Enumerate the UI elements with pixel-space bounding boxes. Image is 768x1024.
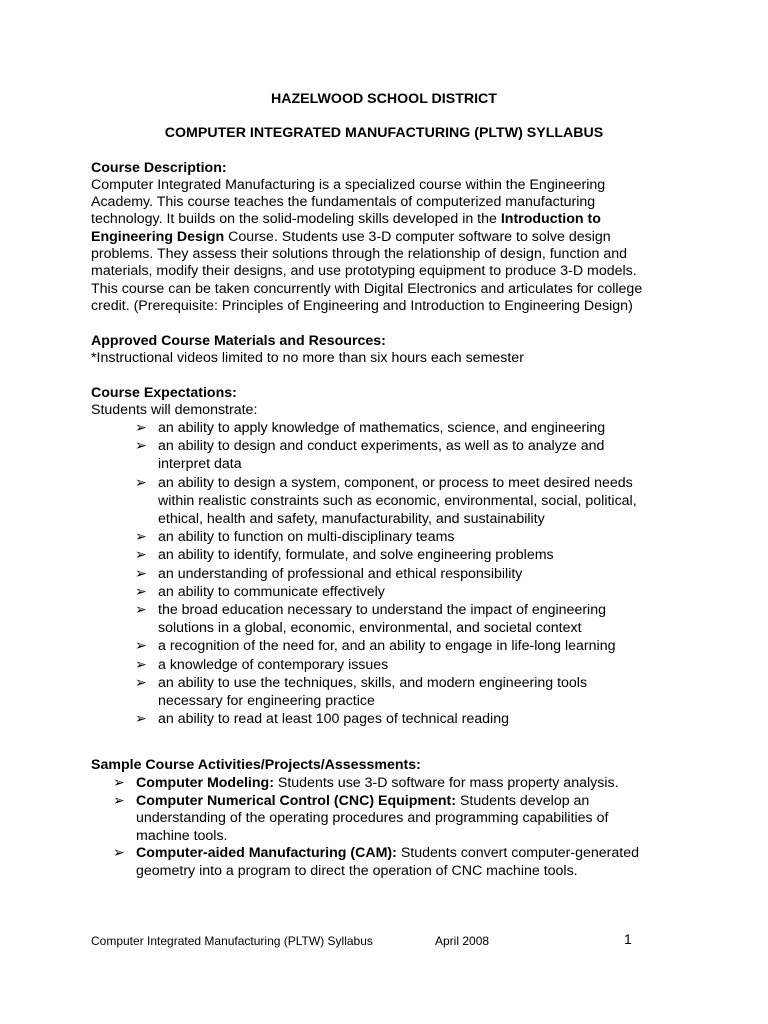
expectation-item: ethical, health and safety, manufacturability, and sustainability bbox=[158, 511, 545, 527]
expectations-heading: Course Expectations: bbox=[91, 385, 237, 401]
description-line: Academy. This course teaches the fundamentals of computerized manufacturing bbox=[91, 194, 596, 210]
expectations-intro: Students will demonstrate: bbox=[91, 402, 258, 418]
bullet-arrow-icon: ➢ bbox=[135, 529, 147, 546]
description-line: Computer Integrated Manufacturing is a specialized course within the Engineering bbox=[91, 177, 606, 193]
course-reference: Introduction to bbox=[500, 211, 601, 227]
expectation-item: necessary for engineering practice bbox=[158, 693, 375, 709]
expectation-item: the broad education necessary to understand the impact of engineering bbox=[158, 602, 606, 618]
activity-item: geometry into a program to direct the operation of CNC machine tools. bbox=[136, 863, 578, 879]
bullet-arrow-icon: ➢ bbox=[135, 547, 147, 564]
expectation-item: interpret data bbox=[158, 456, 242, 473]
description-line: This course can be taken concurrently with Digital Electronics and articulates for college bbox=[91, 281, 643, 297]
bullet-arrow-icon: ➢ bbox=[135, 602, 147, 618]
description-line bbox=[91, 229, 611, 247]
bullet-arrow-icon: ➢ bbox=[135, 638, 147, 655]
description-line bbox=[91, 211, 601, 229]
materials-text: *Instructional videos limited to no more than six hours each semester bbox=[91, 350, 524, 366]
expectation-item: an ability to use the techniques, skills, and modern engineering tools bbox=[158, 674, 588, 691]
bullet-arrow-icon: ➢ bbox=[113, 845, 125, 862]
expectation-item: an ability to communicate effectively bbox=[158, 583, 385, 600]
activity-item: Computer-aided Manufacturing (CAM): Students convert computer-generated bbox=[136, 845, 640, 862]
bullet-arrow-icon: ➢ bbox=[135, 420, 147, 436]
activities-heading: Sample Course Activities/Projects/Assessments: bbox=[91, 757, 421, 773]
expectation-item: an ability to function on multi-disciplinary teams bbox=[158, 529, 455, 546]
activity-label: Computer-aided Manufacturing (CAM): bbox=[136, 845, 397, 862]
expectation-item: an ability to identify, formulate, and solve engineering problems bbox=[158, 547, 554, 564]
bullet-arrow-icon: ➢ bbox=[135, 711, 147, 728]
expectation-item: an ability to read at least 100 pages of technical reading bbox=[158, 711, 509, 728]
footer-title: Computer Integrated Manufacturing (PLTW) Syllabus bbox=[91, 934, 373, 948]
description-line: credit. (Prerequisite: Principles of Engineering and Introduction to Engineering Design) bbox=[91, 298, 633, 314]
bullet-arrow-icon: ➢ bbox=[135, 583, 147, 600]
expectation-item: solutions in a global, economic, environmental, and societal context bbox=[158, 620, 582, 637]
description-text: Course. Students use 3-D computer software to solve design bbox=[224, 229, 611, 245]
activity-item: Computer Modeling: Students use 3-D software for mass property analysis. bbox=[136, 775, 619, 791]
bullet-arrow-icon: ➢ bbox=[135, 474, 147, 491]
bullet-arrow-icon: ➢ bbox=[135, 656, 147, 673]
course-reference: Engineering Design bbox=[91, 229, 225, 245]
course-description-heading: Course Description: bbox=[91, 160, 227, 176]
expectation-item: within realistic constraints such as economic, environmental, social, political, bbox=[158, 492, 637, 509]
expectation-item: an ability to design a system, component, or process to meet desired needs bbox=[158, 474, 633, 491]
bullet-arrow-icon: ➢ bbox=[135, 565, 147, 582]
activity-item: Computer Numerical Control (CNC) Equipment: Students develop an bbox=[136, 792, 590, 809]
page-number: 1 bbox=[624, 931, 632, 947]
activity-label: Computer Modeling: bbox=[136, 775, 274, 791]
expectation-item: an understanding of professional and ethical responsibility bbox=[158, 565, 523, 582]
bullet-arrow-icon: ➢ bbox=[135, 438, 147, 455]
materials-heading: Approved Course Materials and Resources: bbox=[91, 333, 386, 349]
bullet-arrow-icon: ➢ bbox=[113, 775, 125, 791]
syllabus-title: COMPUTER INTEGRATED MANUFACTURING (PLTW) SYLLABUS bbox=[164, 125, 604, 141]
expectation-item: a knowledge of contemporary issues bbox=[158, 656, 389, 673]
expectation-item: a recognition of the need for, and an ability to engage in life-long learning bbox=[158, 638, 616, 655]
activity-label: Computer Numerical Control (CNC) Equipment: bbox=[136, 792, 457, 809]
footer-date: April 2008 bbox=[435, 934, 490, 948]
bullet-arrow-icon: ➢ bbox=[135, 674, 147, 691]
description-line: materials, modify their designs, and use prototyping equipment to produce 3-D models. bbox=[91, 263, 637, 279]
expectation-item: an ability to apply knowledge of mathematics, science, and engineering bbox=[158, 420, 606, 436]
description-text: technology. It builds on the solid-modeling skills developed in the bbox=[91, 211, 501, 227]
expectation-item: an ability to design and conduct experiments, as well as to analyze and bbox=[158, 438, 605, 455]
district-heading: HAZELWOOD SCHOOL DISTRICT bbox=[271, 91, 497, 107]
activity-item: machine tools. bbox=[136, 827, 228, 844]
description-line: problems. They assess their solutions through the relationship of design, function and bbox=[91, 246, 628, 262]
activity-item: understanding of the operating procedures and programming capabilities of bbox=[136, 810, 609, 827]
bullet-arrow-icon: ➢ bbox=[113, 792, 125, 809]
